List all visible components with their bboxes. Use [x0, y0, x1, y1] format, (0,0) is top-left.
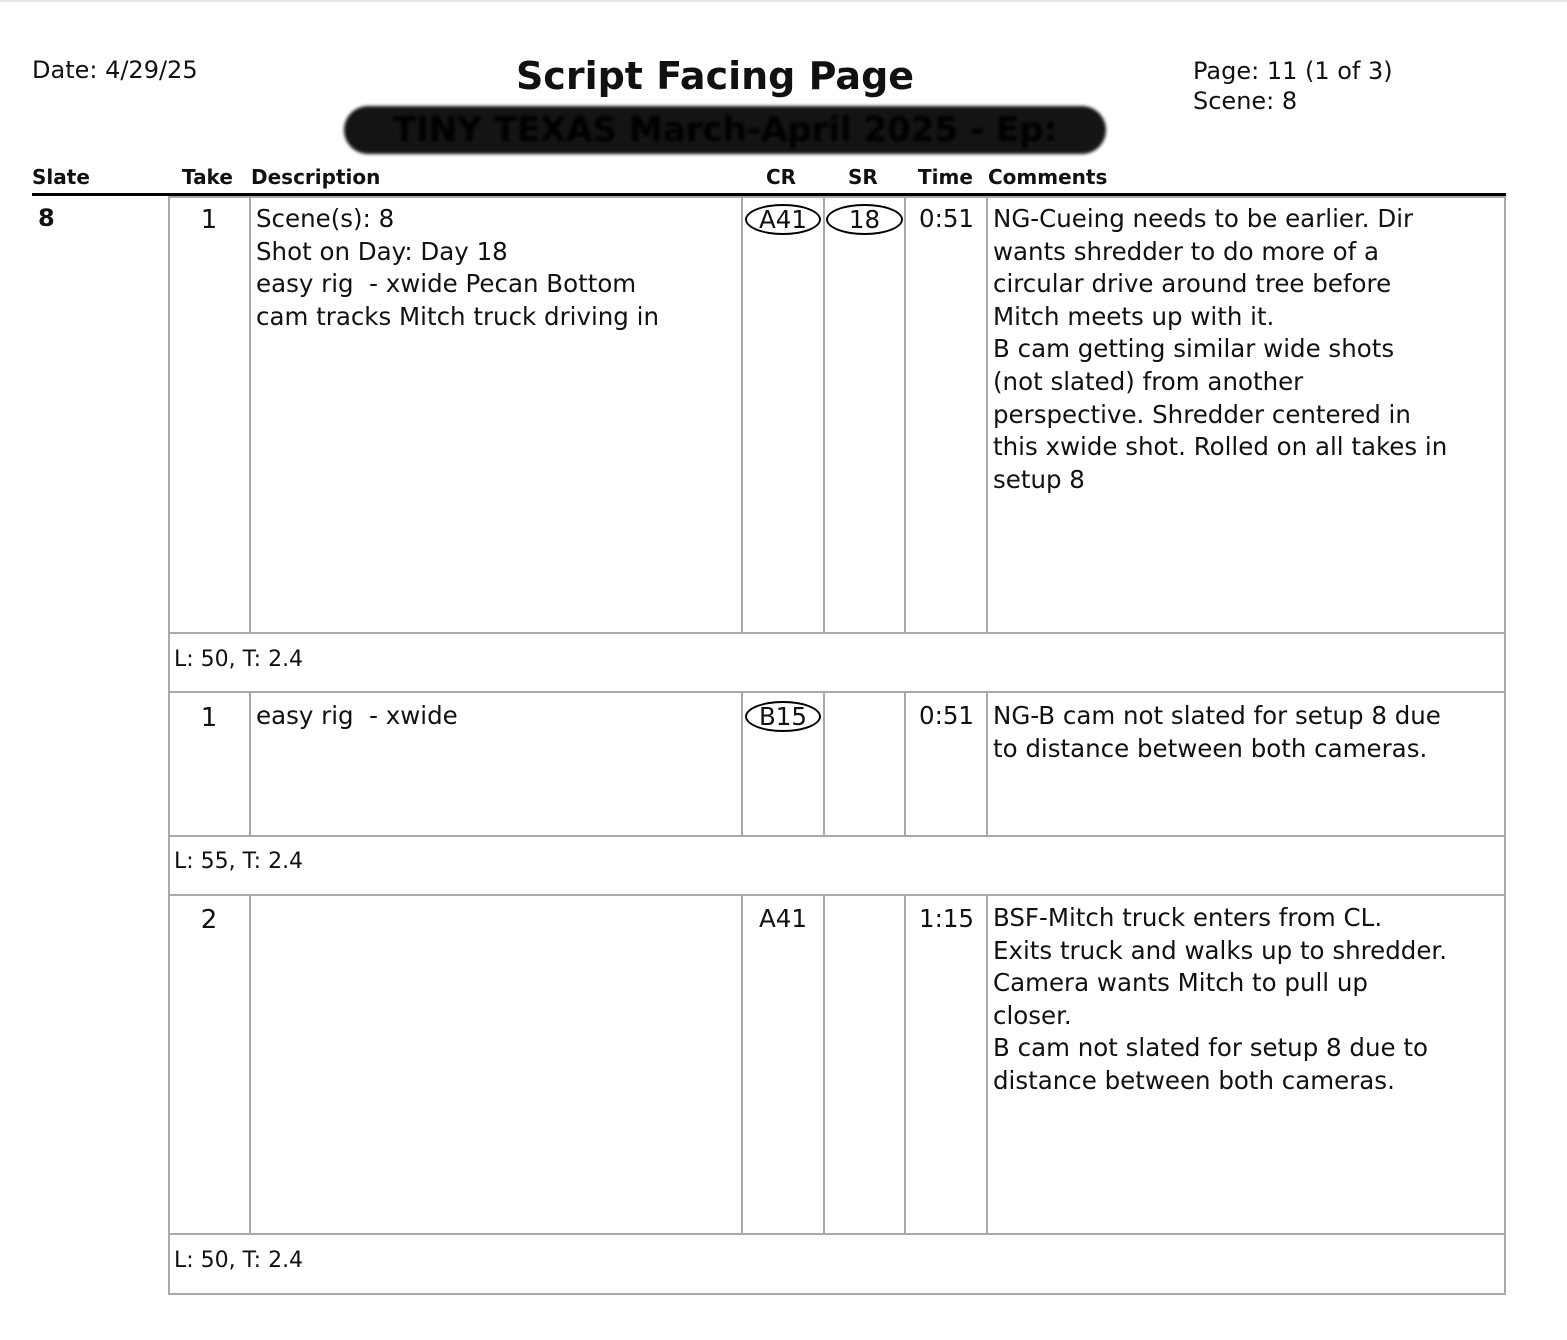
column-divider: [986, 196, 988, 634]
page-title: Script Facing Page: [515, 54, 915, 98]
take-number: 1: [200, 703, 218, 733]
slate-number: 8: [38, 204, 55, 232]
lens-info: L: 50, T: 2.4: [174, 647, 304, 672]
lens-info: L: 50, T: 2.4: [174, 1248, 304, 1273]
column-divider: [823, 691, 825, 837]
date-label: Date: 4/29/25: [32, 56, 198, 84]
column-divider: [741, 894, 743, 1235]
column-header-slate: Slate: [32, 165, 90, 189]
camera-roll-circled: A41: [745, 204, 821, 235]
take-description: Scene(s): 8 Shot on Day: Day 18 easy rig - xwide Pecan Bottom cam tracks Mitch truck driving in: [256, 204, 659, 331]
column-divider: [904, 196, 906, 634]
take-number: 2: [200, 905, 218, 935]
lens-info: L: 55, T: 2.4: [174, 849, 304, 874]
column-divider: [249, 196, 251, 634]
column-header-sr: SR: [848, 165, 878, 189]
take-number: 1: [200, 205, 218, 235]
column-divider: [986, 894, 988, 1235]
top-divider: [0, 0, 1567, 2]
take-description: easy rig - xwide: [256, 701, 458, 730]
column-header-comments: Comments: [988, 165, 1108, 189]
column-header-cr: CR: [766, 165, 797, 189]
column-divider: [823, 196, 825, 634]
column-divider: [741, 196, 743, 634]
camera-roll-circled: B15: [745, 701, 821, 732]
take-time: 0:51: [918, 701, 975, 730]
take-time: 1:15: [918, 904, 975, 933]
lens-row: [168, 835, 1506, 896]
redacted-text: TINY TEXAS March-April 2025 - Ep:: [392, 110, 1058, 150]
column-divider: [904, 894, 906, 1235]
redacted-production-title: [344, 106, 1106, 154]
lens-row: [168, 632, 1506, 693]
page-info: [1193, 56, 1393, 116]
lens-row: [168, 1233, 1506, 1295]
column-divider: [741, 691, 743, 837]
column-header-time: Time: [918, 165, 973, 189]
take-comments: NG-B cam not slated for setup 8 due to distance between both cameras.: [993, 701, 1441, 763]
scene-number: Scene: 8: [1193, 87, 1298, 115]
camera-roll: A41: [759, 904, 807, 933]
column-header-description: Description: [251, 165, 381, 189]
column-header-take: Take: [182, 165, 233, 189]
take-comments: BSF-Mitch truck enters from CL. Exits truck and walks up to shredder. Camera wants Mitch to pull up closer. B cam not slated for setup 8 due to distance between both cameras.: [993, 903, 1448, 1095]
page-number: Page: 11 (1 of 3): [1193, 57, 1393, 85]
column-divider: [823, 894, 825, 1235]
sound-roll-circled: 18: [826, 204, 903, 235]
column-divider: [249, 894, 251, 1235]
take-comments: NG-Cueing needs to be earlier. Dir wants shredder to do more of a circular drive around tree before Mitch meets up with it. B cam getting similar wide shots (not slated) from another perspective. Shredder centered in this xwide shot. Rolled on all takes in setup 8: [993, 204, 1448, 494]
take-time: 0:51: [918, 204, 975, 233]
